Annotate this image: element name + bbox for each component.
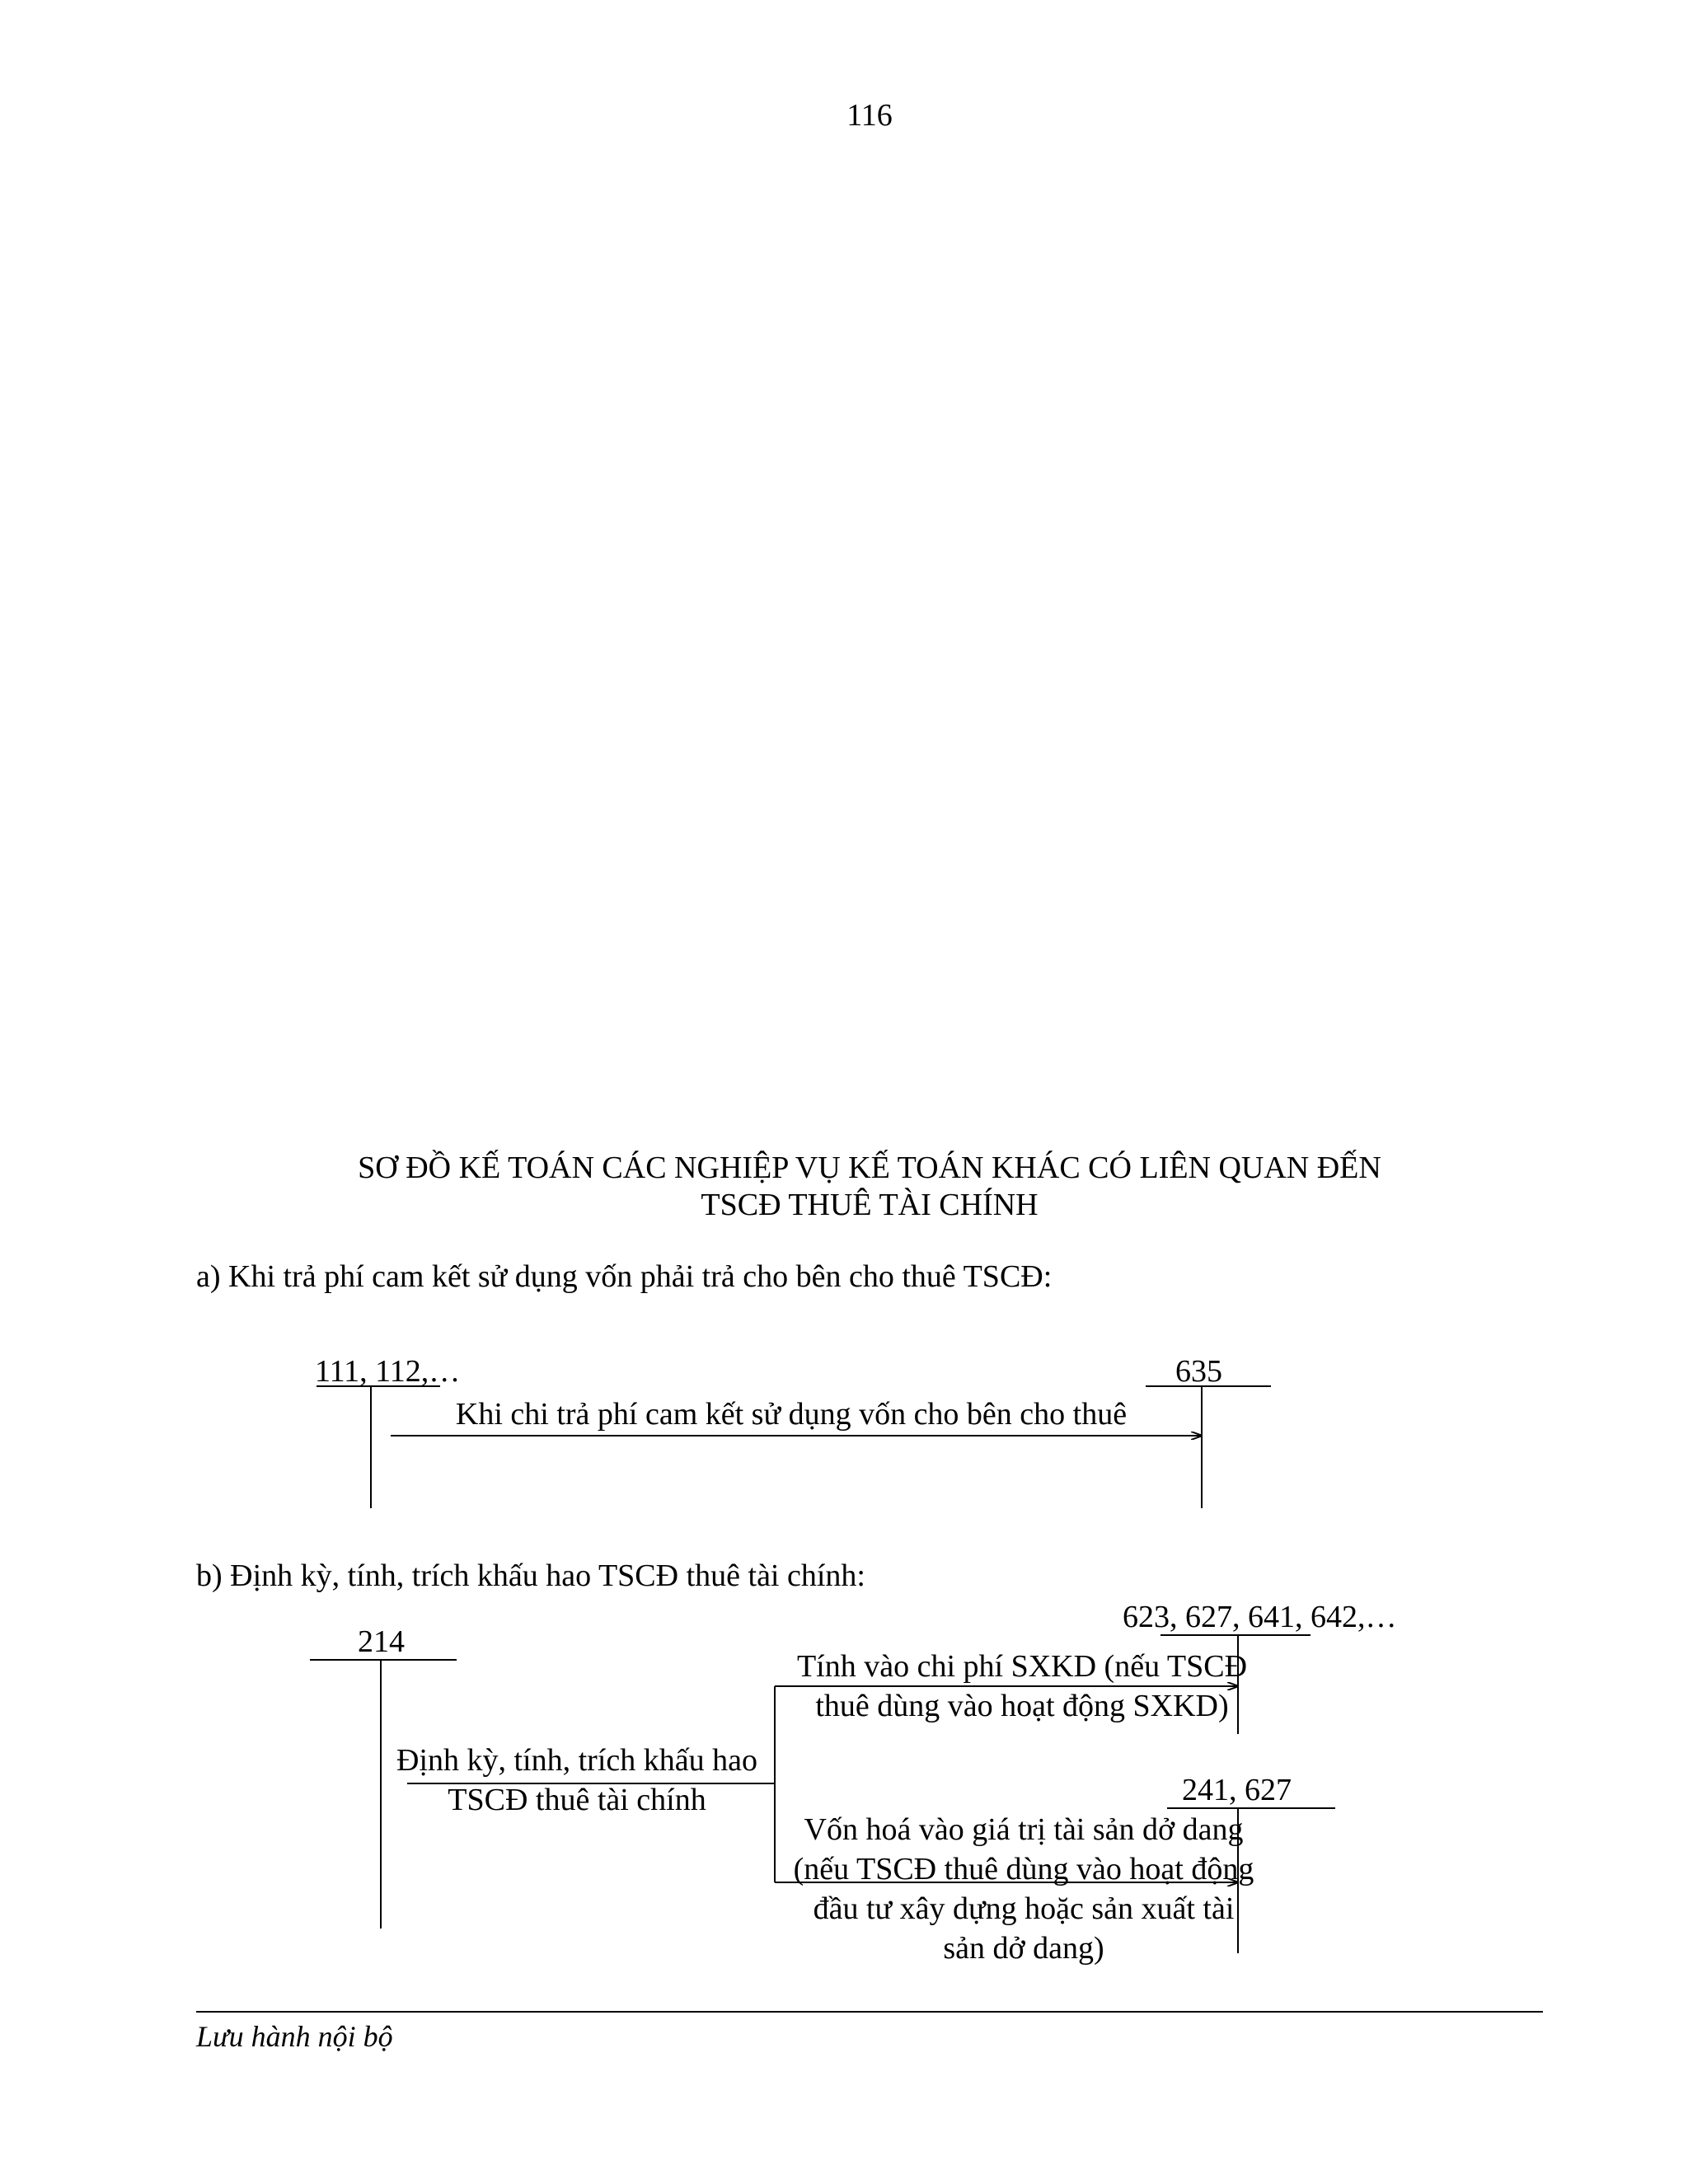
section-a-heading: a) Khi trả phí cam kết sử dụng vốn phải trả cho bên cho thuê TSCĐ: [196, 1259, 1053, 1294]
account-623-627-641-642: 623, 627, 641, 642,… [1123, 1600, 1397, 1634]
account-241-627: 241, 627 [1182, 1773, 1292, 1807]
footer-text: Lưu hành nội bộ [196, 2020, 393, 2053]
branch-1-label: Tính vào chi phí SXKD (nếu TSCĐ thuê dùng vào hoạt động SXKD) [796, 1649, 1248, 1723]
section-b-heading: b) Định kỳ, tính, trích khấu hao TSCĐ thuê tài chính: [196, 1558, 865, 1593]
arrow-label-commitment-fee: Khi chi trả phí cam kết sử dụng vốn cho bên cho thuê [455, 1397, 1128, 1432]
branch-2-label: Vốn hoá vào giá trị tài sản dở dang (nếu TSCĐ thuê dùng vào hoạt động đầu tư xây dựng hoặc sản xuất tài sản dở dang) [793, 1812, 1254, 1966]
source-label-depreciation: Định kỳ, tính, trích khấu hao TSCĐ thuê tài chính [396, 1743, 757, 1817]
footer-divider [196, 2011, 1543, 2013]
diagram-title-line-2: TSCĐ THUÊ TÀI CHÍNH [701, 1188, 1039, 1222]
diagram-title-line-1: SƠ ĐỒ KẾ TOÁN CÁC NGHIỆP VỤ KẾ TOÁN KHÁC CÓ LIÊN QUAN ĐẾN [358, 1151, 1381, 1185]
page-number: 116 [846, 98, 893, 133]
account-635: 635 [1175, 1354, 1222, 1389]
account-214: 214 [358, 1624, 405, 1659]
account-111-112: 111, 112,… [315, 1354, 461, 1389]
